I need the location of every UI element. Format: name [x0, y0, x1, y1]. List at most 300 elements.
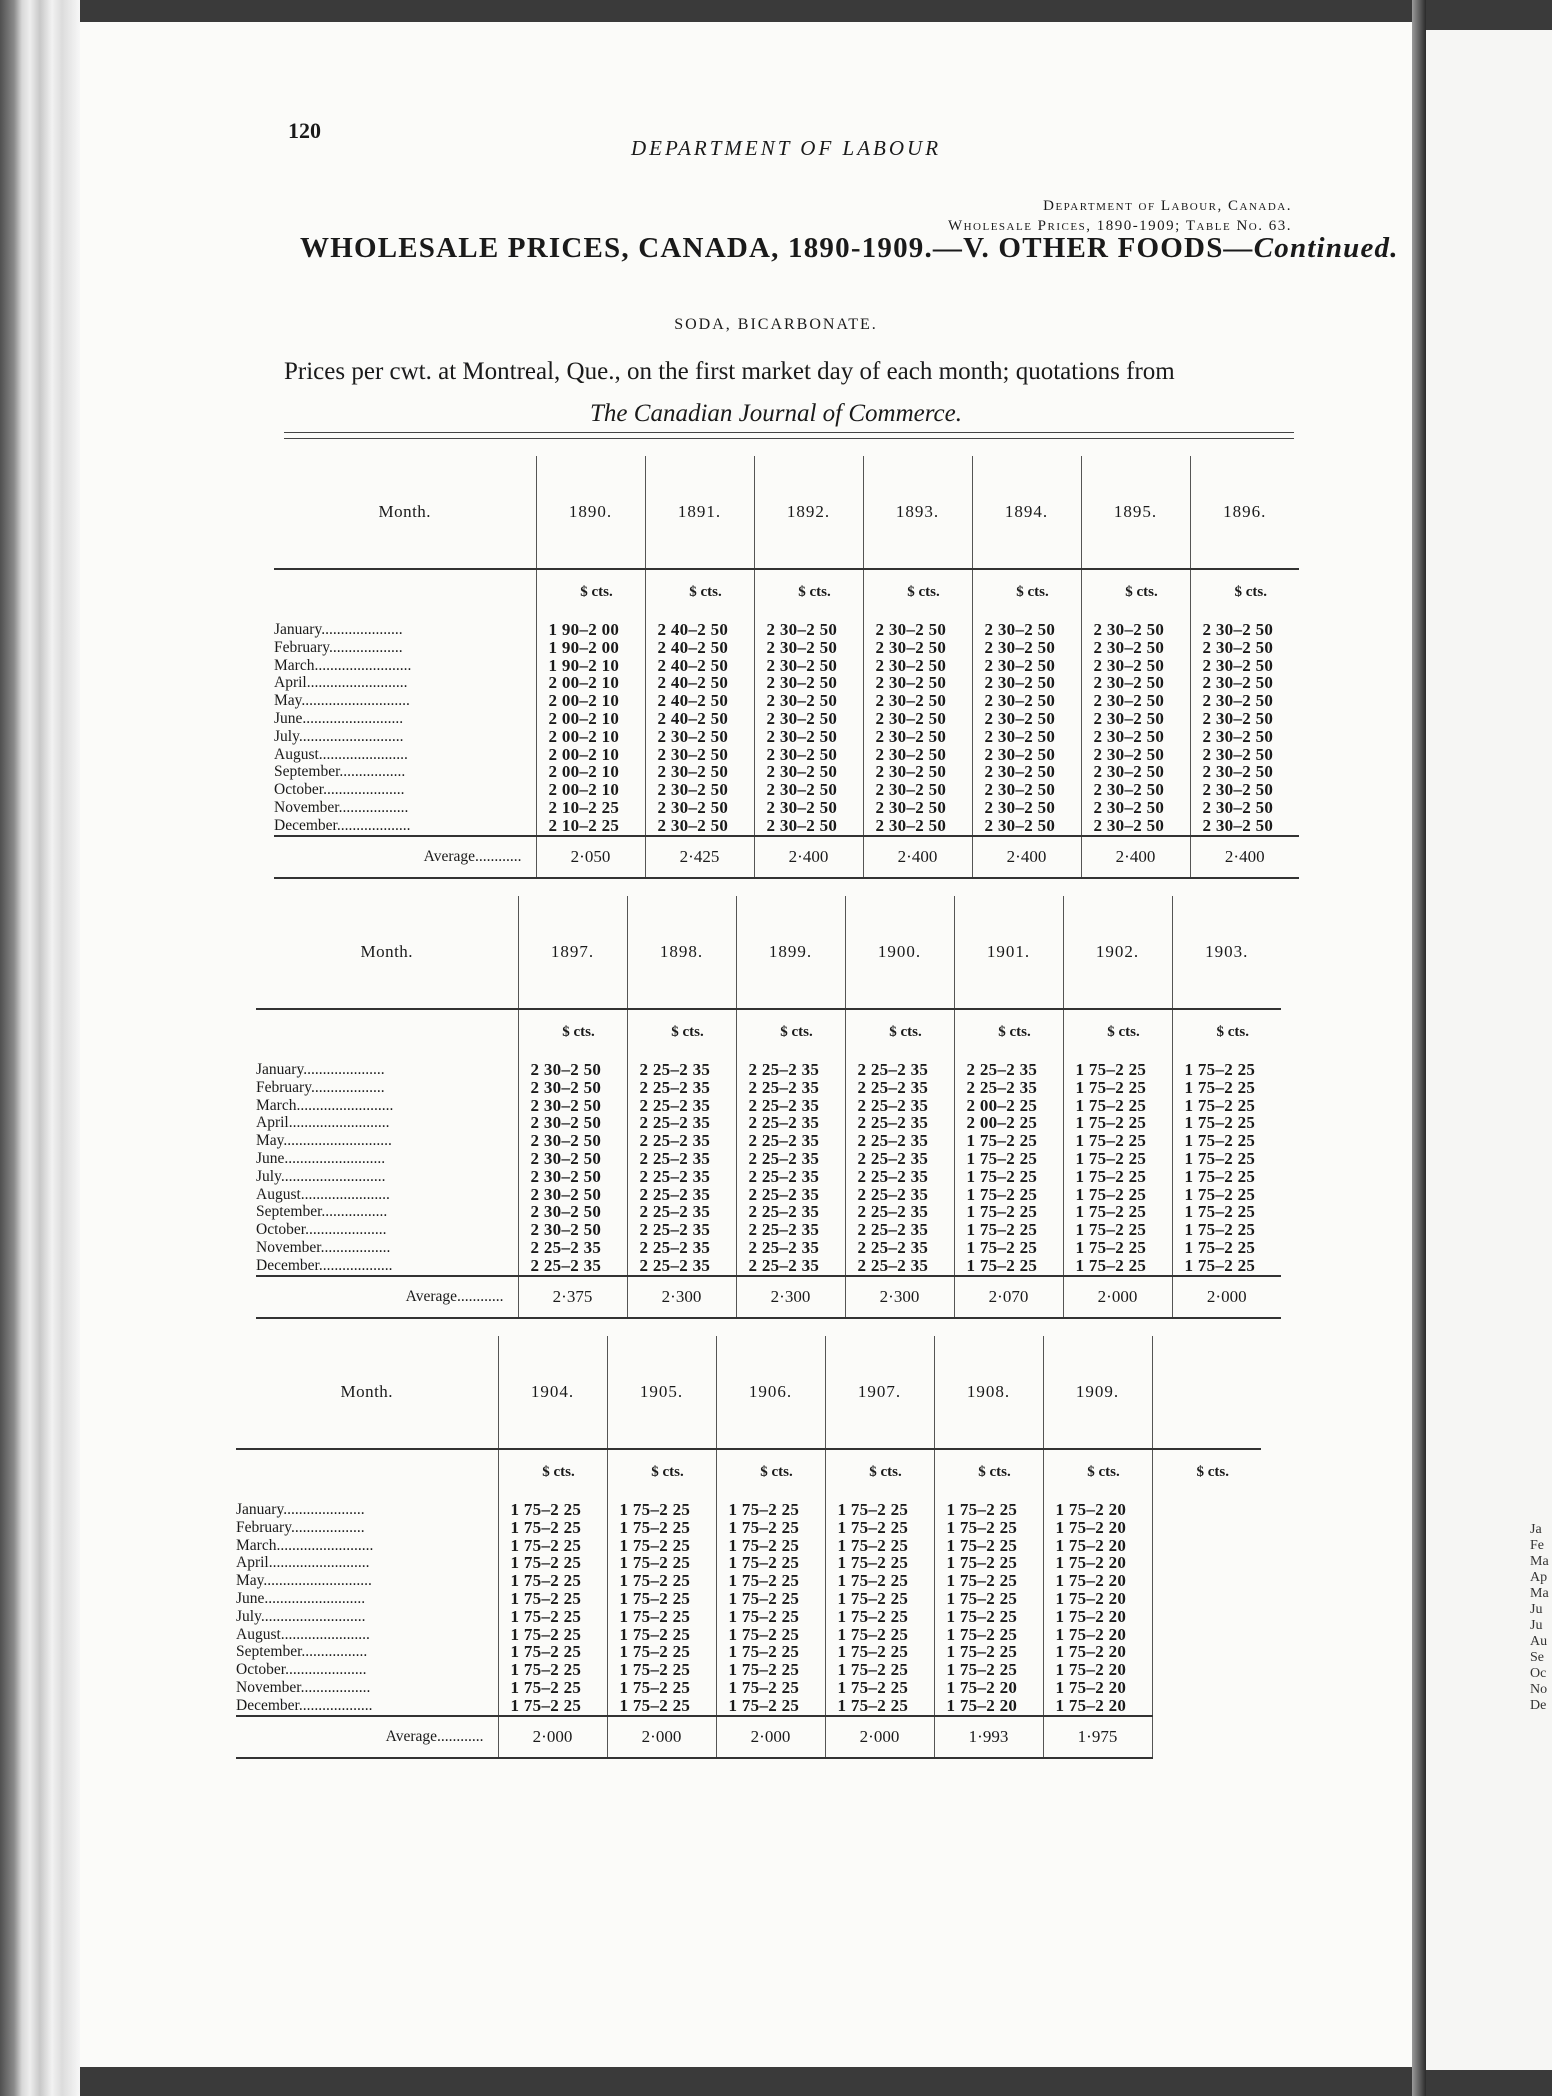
price-range: 1 75–2 25	[946, 1588, 1018, 1608]
month-name: February...................	[274, 638, 403, 656]
price-range: 1 75–2 20	[1055, 1624, 1127, 1644]
average-value: 2·000	[716, 1716, 825, 1758]
facing-page-month-fragment: De	[1530, 1698, 1547, 1713]
month-name: January.....................	[256, 1061, 385, 1078]
year-label: 1894.	[1004, 502, 1049, 521]
month-name: April..........................	[236, 1554, 370, 1572]
title-continued: —Continued.	[1223, 232, 1399, 264]
price-range: 2 25–2 35	[639, 1113, 711, 1133]
year-label: 1900.	[877, 942, 922, 961]
price-range: 2 30–2 50	[1202, 744, 1274, 764]
price-range: 2 30–2 50	[875, 691, 947, 711]
month-name: November..................	[274, 798, 409, 816]
year-label: 1896.	[1223, 502, 1267, 521]
year-header	[1043, 1336, 1152, 1449]
price-range: 1 75–2 20	[1055, 1642, 1127, 1662]
year-price-column	[1152, 1449, 1261, 1716]
price-range: 1 75–2 25	[966, 1148, 1038, 1168]
price-range: 2 00–2 10	[548, 691, 620, 711]
description-line-1: Prices per cwt. at Montreal, Que., on the first market day of each month; quotations from	[284, 358, 1175, 385]
year-label: 1892.	[786, 502, 831, 521]
facing-page-month-fragment: Ju	[1530, 1602, 1543, 1617]
price-range: 1 75–2 25	[1184, 1113, 1256, 1133]
price-range: 2 30–2 50	[1093, 815, 1165, 835]
price-range: 2 25–2 35	[857, 1060, 929, 1079]
facing-page-month-fragment: Ja	[1530, 1522, 1542, 1537]
price-range: 1 75–2 25	[837, 1535, 909, 1555]
price-range: 1 75–2 25	[966, 1220, 1038, 1240]
price-range: 2 40–2 50	[657, 637, 729, 657]
table-reference-line: Wholesale Prices, 1890-1909; Table No. 63.	[947, 218, 1292, 234]
price-range: 1 75–2 25	[837, 1642, 909, 1662]
price-range: 1 75–2 25	[619, 1588, 691, 1608]
price-range: 2 30–2 50	[1093, 637, 1165, 657]
price-list	[985, 621, 1081, 835]
average-label: Average............	[274, 836, 536, 878]
price-range: 1 75–2 25	[1075, 1202, 1147, 1222]
price-range: 2 25–2 35	[857, 1202, 929, 1222]
price-range: 2 30–2 50	[984, 637, 1056, 657]
average-value	[1152, 1716, 1261, 1758]
price-range: 1 75–2 25	[946, 1517, 1018, 1537]
month-header-cell	[236, 1336, 498, 1449]
price-list	[531, 1061, 627, 1275]
month-name: November..................	[256, 1238, 391, 1256]
price-range: 2 30–2 50	[875, 655, 947, 675]
price-range: 2 30–2 50	[1202, 655, 1274, 675]
units-label: $ cts.	[671, 1024, 704, 1040]
price-list	[858, 1061, 954, 1275]
price-range: 1 75–2 25	[966, 1166, 1038, 1186]
year-header	[518, 896, 627, 1009]
price-range: 1 75–2 25	[1075, 1113, 1147, 1133]
running-head: DEPARTMENT OF LABOUR	[630, 136, 942, 160]
year-header	[736, 896, 845, 1009]
price-range: 2 25–2 35	[530, 1255, 602, 1275]
month-name: February...................	[256, 1078, 385, 1096]
month-names	[274, 621, 536, 835]
year-label: 1906.	[748, 1382, 793, 1401]
price-range: 2 30–2 50	[530, 1060, 602, 1079]
title-main: WHOLESALE PRICES, CANADA, 1890-1909.—V. OTHER FOODS	[300, 232, 1224, 264]
price-range: 1 75–2 25	[728, 1500, 800, 1519]
price-list	[1076, 1061, 1172, 1275]
average-row	[256, 1276, 1281, 1318]
price-range: 2 30–2 50	[766, 620, 838, 639]
price-range: 2 25–2 35	[966, 1060, 1038, 1079]
price-table	[256, 896, 1281, 1319]
month-names	[236, 1501, 498, 1715]
price-range: 1 75–2 25	[1075, 1060, 1147, 1079]
price-range: 2 00–2 10	[548, 762, 620, 782]
average-row	[236, 1716, 1261, 1758]
price-range: 1 75–2 25	[946, 1553, 1018, 1573]
average-row	[274, 836, 1299, 878]
price-range: 2 30–2 50	[1093, 655, 1165, 675]
price-range: 2 30–2 50	[1093, 691, 1165, 711]
units-label: $ cts.	[1016, 584, 1049, 600]
month-name: October.....................	[256, 1221, 387, 1239]
price-range: 1 75–2 20	[1055, 1695, 1127, 1715]
month-name: June..........................	[274, 709, 404, 727]
price-range: 1 75–2 25	[728, 1517, 800, 1537]
page-title	[300, 232, 1399, 265]
year-label: 1908.	[966, 1382, 1011, 1401]
price-range: 1 75–2 25	[1184, 1166, 1256, 1186]
price-range: 1 75–2 25	[837, 1571, 909, 1591]
price-range: 2 25–2 35	[639, 1077, 711, 1097]
price-range: 2 30–2 50	[766, 673, 838, 693]
price-range: 2 30–2 50	[1202, 797, 1274, 817]
month-name: March.........................	[256, 1096, 394, 1114]
price-range: 2 30–2 50	[875, 708, 947, 728]
month-name: August.......................	[274, 745, 408, 763]
month-name: January.....................	[274, 621, 403, 638]
price-range: 1 75–2 25	[619, 1624, 691, 1644]
year-price-column	[1063, 1009, 1172, 1276]
price-range: 1 75–2 25	[510, 1517, 582, 1537]
units-label: $ cts.	[998, 1024, 1031, 1040]
price-range: 1 75–2 25	[966, 1184, 1038, 1204]
year-header	[716, 1336, 825, 1449]
price-range: 2 30–2 50	[984, 797, 1056, 817]
price-range: 2 00–2 10	[548, 744, 620, 764]
price-range: 2 00–2 25	[966, 1095, 1038, 1115]
price-range: 1 75–2 25	[728, 1588, 800, 1608]
price-range: 1 75–2 25	[619, 1500, 691, 1519]
price-range: 1 75–2 25	[510, 1606, 582, 1626]
year-price-column	[845, 1009, 954, 1276]
year-header	[607, 1336, 716, 1449]
price-range: 1 75–2 25	[946, 1535, 1018, 1555]
year-label: 1903.	[1205, 942, 1249, 961]
units-label: $ cts.	[1125, 584, 1158, 600]
units-label: $ cts.	[562, 1024, 595, 1040]
price-range: 2 30–2 50	[875, 780, 947, 800]
price-range: 1 75–2 25	[619, 1660, 691, 1680]
price-range: 1 75–2 25	[966, 1237, 1038, 1257]
price-range: 1 75–2 25	[1184, 1237, 1256, 1257]
month-name: October.....................	[236, 1661, 367, 1679]
average-value: 2·400	[972, 836, 1081, 878]
month-header: Month.	[360, 942, 414, 961]
price-range: 1 75–2 25	[1184, 1095, 1256, 1115]
year-header	[645, 456, 754, 569]
month-name: June..........................	[256, 1149, 386, 1167]
price-range: 2 00–2 10	[548, 780, 620, 800]
price-range: 1 75–2 25	[510, 1695, 582, 1715]
month-list	[274, 569, 536, 836]
year-label: 1902.	[1095, 942, 1140, 961]
price-range: 1 75–2 20	[946, 1695, 1018, 1715]
units-label: $ cts.	[1107, 1024, 1140, 1040]
month-name: April..........................	[256, 1114, 390, 1132]
year-label: 1904.	[530, 1382, 575, 1401]
units-label: $ cts.	[798, 584, 831, 600]
price-range: 1 75–2 25	[946, 1500, 1018, 1519]
price-range: 2 25–2 35	[748, 1060, 820, 1079]
price-range: 2 00–2 25	[966, 1113, 1038, 1133]
price-range: 2 30–2 50	[1093, 726, 1165, 746]
price-range: 2 30–2 50	[1202, 673, 1274, 693]
year-header	[1172, 896, 1281, 1009]
month-name: September.................	[256, 1203, 388, 1221]
year-price-column	[754, 569, 863, 836]
month-name: September.................	[274, 763, 406, 781]
price-range: 1 75–2 25	[1184, 1255, 1256, 1275]
year-label: 1891.	[677, 502, 722, 521]
price-table	[236, 1336, 1261, 1759]
month-name: September.................	[236, 1643, 368, 1661]
price-range: 2 25–2 35	[639, 1237, 711, 1257]
units-label: $ cts.	[907, 584, 940, 600]
facing-page-edge	[1426, 30, 1552, 2070]
average-value: 1·975	[1043, 1716, 1152, 1758]
facing-page-month-fragment: No	[1530, 1682, 1548, 1697]
year-price-column	[1172, 1009, 1281, 1276]
price-list	[838, 1501, 934, 1715]
price-range: 2 25–2 35	[857, 1255, 929, 1275]
average-value: 2·000	[498, 1716, 607, 1758]
year-price-column	[716, 1449, 825, 1716]
price-range: 1 75–2 25	[619, 1571, 691, 1591]
price-list	[967, 1061, 1063, 1275]
price-range: 2 30–2 50	[1202, 708, 1274, 728]
month-header-cell	[274, 456, 536, 569]
price-list	[876, 621, 972, 835]
units-label: $ cts.	[1216, 1024, 1249, 1040]
price-range: 2 30–2 50	[657, 780, 729, 800]
price-range: 1 75–2 25	[728, 1553, 800, 1573]
price-range: 2 30–2 50	[657, 744, 729, 764]
price-range: 1 75–2 25	[619, 1677, 691, 1697]
price-list	[658, 621, 754, 835]
price-list	[749, 1061, 845, 1275]
price-range: 2 30–2 50	[766, 637, 838, 657]
price-range: 2 40–2 50	[657, 673, 729, 693]
year-price-column	[1081, 569, 1190, 836]
price-range: 1 75–2 25	[1075, 1255, 1147, 1275]
units-label: $ cts.	[1196, 1464, 1229, 1480]
price-range: 1 75–2 25	[510, 1642, 582, 1662]
price-range: 2 30–2 50	[766, 780, 838, 800]
year-label: 1893.	[895, 502, 940, 521]
month-name: February...................	[236, 1518, 365, 1536]
price-range: 1 75–2 20	[1055, 1517, 1127, 1537]
year-price-column	[934, 1449, 1043, 1716]
price-list	[947, 1501, 1043, 1715]
price-range: 1 75–2 25	[946, 1642, 1018, 1662]
price-range: 1 75–2 25	[1075, 1148, 1147, 1168]
page-number: 120	[288, 118, 321, 143]
price-range: 1 75–2 25	[728, 1624, 800, 1644]
price-range: 2 25–2 35	[857, 1095, 929, 1115]
price-range: 1 75–2 25	[1184, 1202, 1256, 1222]
price-range: 1 75–2 25	[1184, 1077, 1256, 1097]
price-range: 1 75–2 25	[728, 1535, 800, 1555]
price-list	[511, 1501, 607, 1715]
month-name: July...........................	[274, 727, 404, 745]
price-range: 2 25–2 35	[748, 1220, 820, 1240]
price-range: 2 25–2 35	[748, 1202, 820, 1222]
price-range: 2 30–2 50	[657, 726, 729, 746]
year-label: 1898.	[659, 942, 704, 961]
price-range: 2 25–2 35	[639, 1184, 711, 1204]
table-body-row	[256, 1009, 1281, 1276]
year-header	[754, 456, 863, 569]
price-range: 1 75–2 25	[1075, 1220, 1147, 1240]
price-range: 1 75–2 25	[1184, 1131, 1256, 1151]
price-range: 1 75–2 25	[619, 1535, 691, 1555]
description-line-2: The Canadian Journal of Commerce.	[590, 400, 962, 427]
price-range: 2 30–2 50	[1093, 797, 1165, 817]
price-range: 2 40–2 50	[657, 708, 729, 728]
price-range: 1 75–2 25	[837, 1588, 909, 1608]
price-range: 2 30–2 50	[530, 1166, 602, 1186]
price-range: 1 75–2 25	[946, 1624, 1018, 1644]
average-value: 2·400	[754, 836, 863, 878]
price-range: 1 75–2 25	[837, 1677, 909, 1697]
month-name: May............................	[236, 1572, 372, 1590]
year-label: 1909.	[1075, 1382, 1120, 1401]
price-range: 1 75–2 25	[837, 1660, 909, 1680]
price-range: 1 75–2 25	[510, 1553, 582, 1573]
average-value: 2·300	[627, 1276, 736, 1318]
price-range: 1 75–2 25	[966, 1131, 1038, 1151]
price-range: 1 75–2 25	[837, 1500, 909, 1519]
units-label: $ cts.	[889, 1024, 922, 1040]
price-table	[274, 456, 1299, 879]
page-gutter	[1412, 0, 1426, 2096]
average-value: 2·000	[825, 1716, 934, 1758]
year-label: 1905.	[639, 1382, 684, 1401]
price-range: 2 30–2 50	[984, 762, 1056, 782]
year-label: 1901.	[986, 942, 1031, 961]
price-range: 1 75–2 25	[510, 1624, 582, 1644]
price-range: 1 75–2 25	[837, 1624, 909, 1644]
year-label: 1895.	[1113, 502, 1158, 521]
year-price-column	[536, 569, 645, 836]
units-label: $ cts.	[978, 1464, 1011, 1480]
price-range: 2 25–2 35	[748, 1095, 820, 1115]
price-range: 1 75–2 20	[1055, 1535, 1127, 1555]
price-range: 2 25–2 35	[857, 1077, 929, 1097]
year-price-column	[863, 569, 972, 836]
units-label: $ cts.	[760, 1464, 793, 1480]
price-range: 1 75–2 25	[837, 1695, 909, 1715]
price-range: 2 30–2 50	[766, 726, 838, 746]
facing-page-month-fragment: Fe	[1530, 1538, 1544, 1553]
price-range: 1 75–2 20	[946, 1677, 1018, 1697]
price-range: 1 90–2 00	[548, 637, 620, 657]
price-range: 1 90–2 10	[548, 655, 620, 675]
facing-page-month-fragment: Au	[1530, 1634, 1548, 1649]
month-name: March.........................	[236, 1536, 374, 1554]
price-range: 2 30–2 50	[984, 673, 1056, 693]
price-range: 2 30–2 50	[766, 691, 838, 711]
price-range: 2 30–2 50	[766, 744, 838, 764]
price-range: 2 25–2 35	[639, 1220, 711, 1240]
units-label: $ cts.	[580, 584, 613, 600]
price-list	[1056, 1501, 1152, 1715]
price-range: 2 30–2 50	[766, 797, 838, 817]
facing-page-month-fragment: Se	[1530, 1650, 1544, 1665]
price-range: 2 30–2 50	[1202, 620, 1274, 639]
month-name: June..........................	[236, 1589, 366, 1607]
table-header-row	[274, 456, 1299, 569]
price-range: 1 75–2 25	[837, 1606, 909, 1626]
price-range: 2 30–2 50	[766, 762, 838, 782]
price-range: 1 75–2 25	[1184, 1148, 1256, 1168]
price-range: 2 30–2 50	[875, 815, 947, 835]
price-range: 2 40–2 50	[657, 691, 729, 711]
price-range: 1 75–2 25	[966, 1202, 1038, 1222]
price-range: 2 40–2 50	[657, 655, 729, 675]
price-range: 2 30–2 50	[984, 620, 1056, 639]
price-range: 2 40–2 50	[657, 620, 729, 639]
price-range: 2 30–2 50	[657, 762, 729, 782]
price-range: 1 75–2 25	[510, 1500, 582, 1519]
price-range: 2 30–2 50	[530, 1095, 602, 1115]
year-header	[1063, 896, 1172, 1009]
units-label: $ cts.	[869, 1464, 902, 1480]
year-header	[536, 456, 645, 569]
price-range: 1 75–2 25	[619, 1642, 691, 1662]
month-names	[256, 1061, 518, 1275]
price-range: 2 30–2 50	[984, 726, 1056, 746]
year-header	[934, 1336, 1043, 1449]
price-range: 2 25–2 35	[748, 1077, 820, 1097]
price-range: 1 75–2 25	[837, 1553, 909, 1573]
price-range: 2 25–2 35	[639, 1166, 711, 1186]
price-range: 1 75–2 25	[1184, 1220, 1256, 1240]
average-value: 2·070	[954, 1276, 1063, 1318]
price-range: 2 30–2 50	[1093, 744, 1165, 764]
price-range: 1 75–2 25	[728, 1660, 800, 1680]
year-header	[825, 1336, 934, 1449]
year-label: 1890.	[568, 502, 613, 521]
price-range: 2 30–2 50	[875, 744, 947, 764]
month-list	[256, 1009, 518, 1276]
table-body-row	[236, 1449, 1261, 1716]
month-name: December...................	[274, 816, 411, 834]
average-value: 2·300	[736, 1276, 845, 1318]
average-value: 2·400	[1081, 836, 1190, 878]
price-range: 2 30–2 50	[984, 655, 1056, 675]
price-range: 1 75–2 25	[619, 1606, 691, 1626]
year-header	[863, 456, 972, 569]
table-header-row	[256, 896, 1281, 1009]
price-range: 2 30–2 50	[875, 637, 947, 657]
price-range: 2 00–2 10	[548, 726, 620, 746]
units-label: $ cts.	[1087, 1464, 1120, 1480]
month-name: August.......................	[236, 1625, 370, 1643]
price-range: 1 75–2 25	[1075, 1237, 1147, 1257]
price-range: 1 75–2 25	[946, 1571, 1018, 1591]
price-range: 2 30–2 50	[1202, 691, 1274, 711]
price-range: 2 25–2 35	[639, 1095, 711, 1115]
month-name: July...........................	[256, 1167, 386, 1185]
facing-page-month-fragment: Ma	[1530, 1586, 1549, 1601]
facing-page-month-fragment: Oc	[1530, 1666, 1547, 1681]
price-range: 2 30–2 50	[1093, 762, 1165, 782]
year-label: 1907.	[857, 1382, 902, 1401]
average-value: 2·000	[607, 1716, 716, 1758]
price-list	[767, 621, 863, 835]
price-range: 2 10–2 25	[548, 815, 620, 835]
average-value: 2·300	[845, 1276, 954, 1318]
year-header	[627, 896, 736, 1009]
